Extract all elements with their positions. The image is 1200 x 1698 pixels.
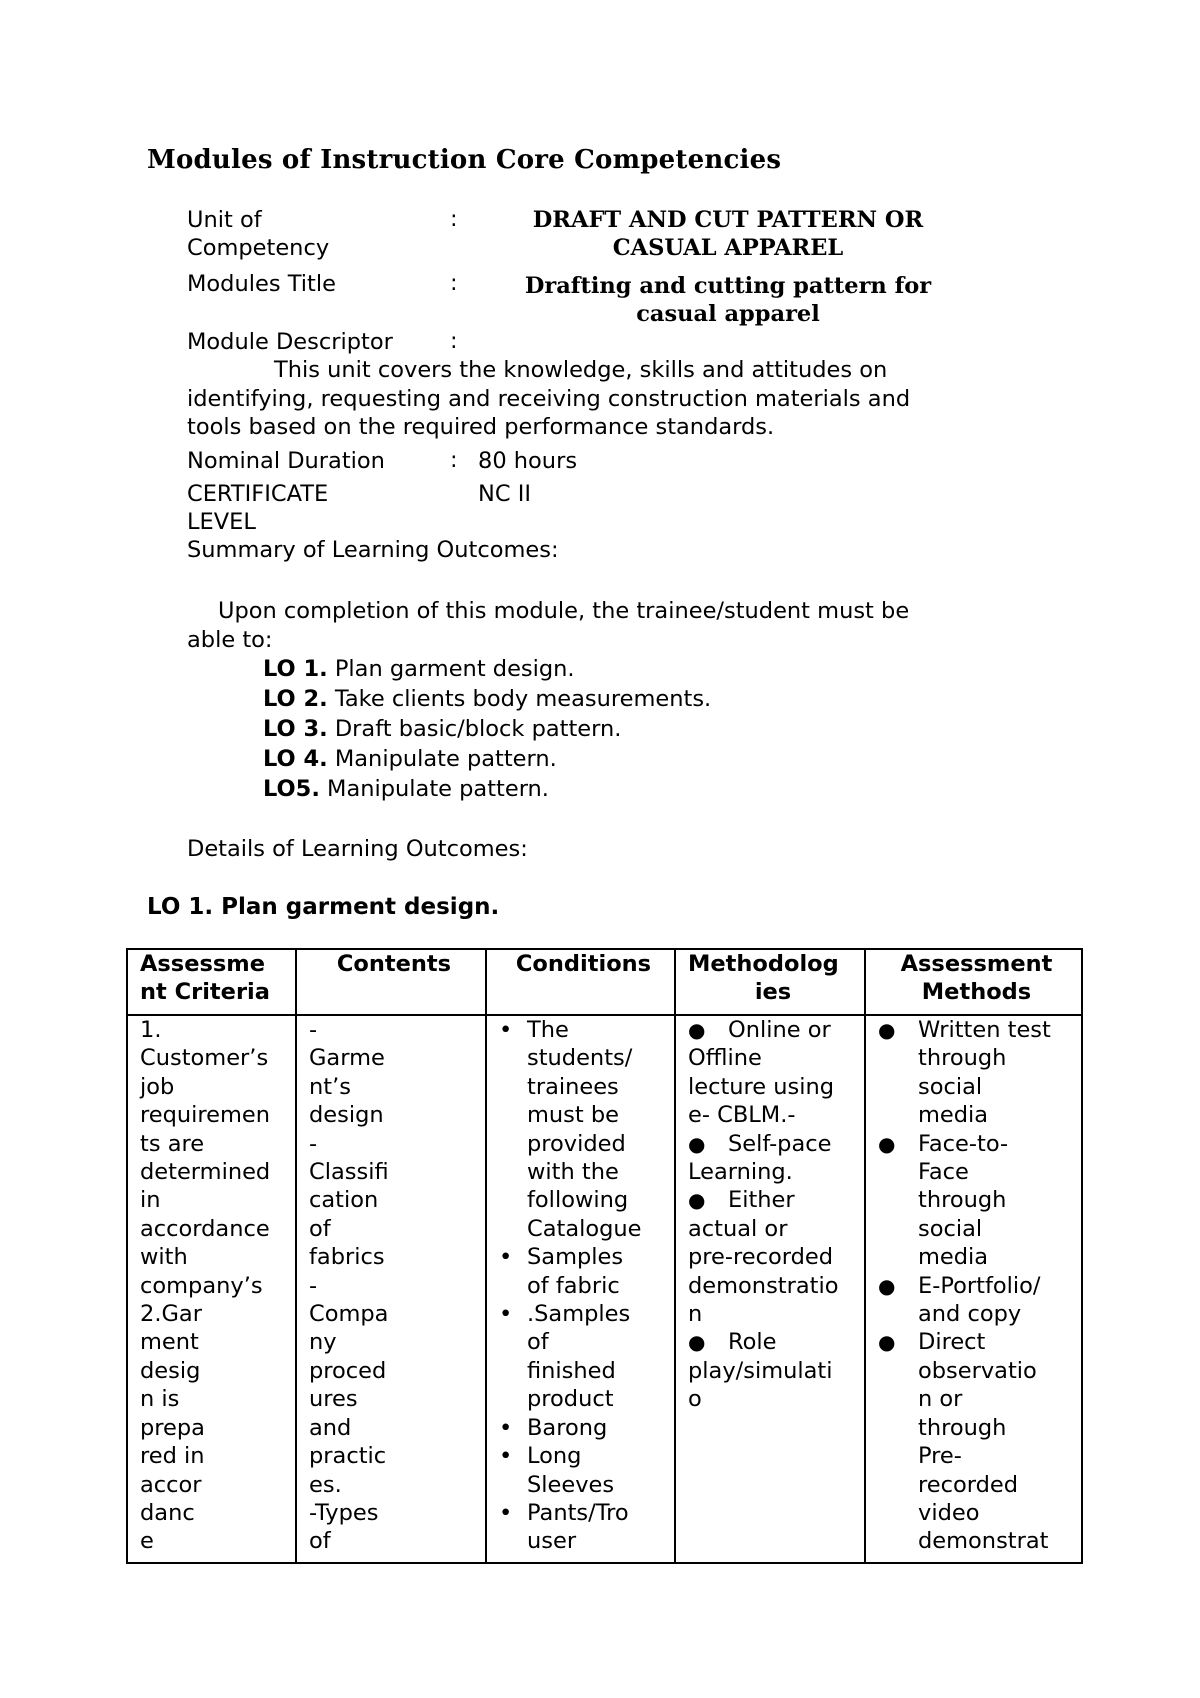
contents-line: ny [309,1329,337,1356]
methodology-item: ● Self-pace Learning. [688,1130,858,1187]
cell-contents [296,1015,486,1563]
methodology-item: ● Online or Offline lecture using e- CBLM.- [688,1016,858,1130]
criteria-line: red in [140,1443,205,1470]
criteria-line: ts are [140,1130,205,1157]
criteria-line: ment [140,1329,199,1356]
header-methodologies: Methodolog ies [675,949,865,1015]
conditions-item: • .Samples of finished product [499,1300,668,1414]
criteria-line: requiremen [140,1102,271,1129]
module-descriptor-label: Module Descriptor [187,329,393,355]
learning-outcome-1: LO 1. Plan garment design. [263,656,575,682]
module-descriptor-colon: : [450,328,458,354]
assessment-method-item: ● E-Portfolio/ and copy [878,1272,1075,1329]
unit-of-competency-value: DRAFT AND CUT PATTERN OR CASUAL APPAREL [532,207,924,261]
contents-line: Garme [309,1045,385,1072]
criteria-line: accor [140,1471,202,1498]
contents-line: -Types [309,1499,379,1526]
upon-completion-text: Upon completion of this module, the trainee/student must be able to: [187,598,910,653]
learning-outcome-4: LO 4. Manipulate pattern. [263,746,557,772]
contents-line: Compa [309,1301,389,1328]
criteria-line: desig [140,1357,201,1384]
learning-outcome-2: LO 2. Take clients body measurements. [263,686,712,712]
contents-line: nt’s [309,1073,351,1100]
conditions-item: • Long Sleeves [499,1442,668,1499]
criteria-line: accordance [140,1215,270,1242]
cell-assessment-criteria [127,1015,296,1563]
assessment-method-item: ● Written test through social media [878,1016,1075,1130]
lo1-heading: LO 1. Plan garment design. [147,894,500,920]
criteria-line: e [140,1528,154,1555]
contents-line: fabrics [309,1244,385,1271]
table-row [127,1015,1082,1563]
nominal-duration-colon: : [450,447,458,473]
nominal-duration-value: 80 hours [478,448,578,474]
unit-of-competency-label: Unit of Competency [187,207,330,261]
criteria-line: job [140,1073,175,1100]
header-assessment-criteria: Assessme nt Criteria [127,949,296,1015]
contents-line: of [309,1215,331,1242]
assessment-method-item: ● Face-to- Face through social media [878,1130,1075,1272]
criteria-line: 1. [140,1017,162,1043]
contents-line: of [309,1528,331,1555]
conditions-item: • Pants/Tro user [499,1499,668,1556]
modules-title-colon: : [450,270,458,296]
conditions-item: • Samples of fabric [499,1243,668,1300]
criteria-line: with [140,1244,188,1271]
criteria-line: Customer’s [140,1045,269,1072]
contents-line: ures [309,1386,358,1413]
contents-line: es. [309,1471,342,1498]
contents-line: - [309,1017,318,1043]
criteria-line: company’s [140,1272,263,1299]
criteria-line: prepa [140,1414,205,1441]
header-conditions: Conditions [486,949,675,1015]
criteria-line: 2.Gar [140,1301,202,1328]
cell-conditions [486,1015,675,1563]
module-descriptor-text: This unit covers the knowledge, skills and attitudes on identifying, requesting and receiving construction materials and tools based on the required performance standards. [187,357,911,440]
details-heading: Details of Learning Outcomes: [187,836,528,862]
contents-line: proced [309,1357,387,1384]
contents-line: Classifi [309,1159,389,1186]
conditions-item: • Barong [499,1414,668,1442]
conditions-item: • The students/ trainees must be provided with the following Catalogue [499,1016,668,1243]
criteria-line: n is [140,1386,180,1413]
contents-line: practic [309,1443,387,1470]
learning-outcome-5: LO5. Manipulate pattern. [263,776,549,802]
contents-line: - [309,1130,318,1157]
header-contents: Contents [296,949,486,1015]
certificate-level-label: CERTIFICATE LEVEL [187,481,329,535]
criteria-line: in [140,1187,161,1214]
table-header-row [127,949,1082,1015]
contents-line: cation [309,1187,379,1214]
modules-title-value: Drafting and cutting pattern for casual apparel [524,273,932,327]
contents-line: - [309,1272,318,1299]
cell-assessment-methods [865,1015,1082,1563]
certificate-level-value: NC II [478,481,531,507]
criteria-line: determined [140,1159,271,1186]
contents-line: design [309,1102,384,1129]
lo1-table [126,948,1083,1564]
cell-methodologies [675,1015,865,1563]
methodology-item: ● Role play/simulati o [688,1328,858,1413]
learning-outcome-3: LO 3. Draft basic/block pattern. [263,716,622,742]
unit-of-competency-colon: : [450,206,458,232]
modules-title-label: Modules Title [187,271,336,297]
header-assessment-methods: Assessment Methods [865,949,1082,1015]
contents-line: and [309,1414,352,1441]
assessment-method-item: ● Direct observatio n or through Pre- recorded video demonstrat [878,1328,1075,1555]
page-title: Modules of Instruction Core Competencies [147,145,782,175]
methodology-item: ● Either actual or pre-recorded demonstratio n [688,1186,858,1328]
criteria-line: danc [140,1499,195,1526]
nominal-duration-label: Nominal Duration [187,448,385,474]
summary-heading: Summary of Learning Outcomes: [187,537,559,563]
